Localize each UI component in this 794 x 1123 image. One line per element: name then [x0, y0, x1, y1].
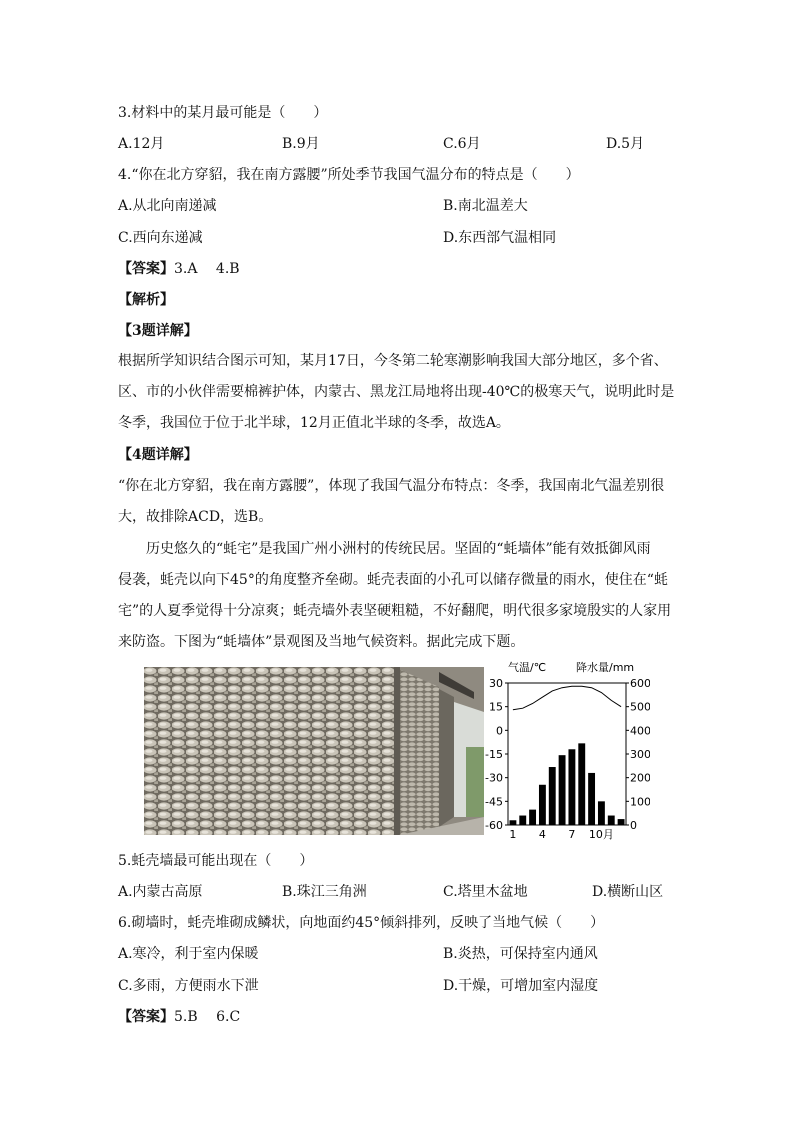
q4-option-d: D.东西部气温相同: [443, 230, 557, 246]
left-tick-label: -15: [485, 748, 503, 761]
left-tick-label: -45: [485, 795, 503, 809]
precipitation-bar: [539, 785, 546, 825]
q4-detail-line: “你在北方穿貂，我在南方露腰”，体现了我国气温分布特点：冬季，我国南北气温差别很: [118, 478, 665, 494]
right-tick-label: 200: [630, 771, 650, 785]
x-tick-label: 10月: [588, 828, 614, 841]
q5-option-d: D.横断山区: [592, 884, 664, 900]
answer-text: 3.A 4.B: [174, 261, 240, 277]
temperature-axis-label: 气温/℃: [508, 661, 547, 674]
precipitation-axis-label: 降水量/mm: [576, 661, 635, 674]
left-tick-label: 15: [489, 700, 503, 714]
q6-option-d: D.干燥，可增加室内湿度: [443, 978, 599, 994]
q3-detail-label: 【3题详解】: [118, 323, 198, 339]
material-line: 宅”的人夏季觉得十分凉爽；蚝壳墙外表坚硬粗糙，不好翻爬，明代很多家境殷实的人家用: [118, 603, 672, 619]
precipitation-bar: [519, 816, 526, 825]
precipitation-bar: [588, 773, 595, 825]
precipitation-bar: [559, 755, 566, 825]
precipitation-bar: [549, 767, 556, 825]
q5-option-b: B.珠江三角洲: [282, 884, 367, 900]
right-tick-label: 600: [630, 677, 650, 690]
precipitation-bar: [608, 816, 615, 825]
temperature-curve: [513, 686, 621, 710]
material-paragraph: [118, 534, 688, 658]
q4-detail-label: 【4题详解】: [118, 447, 198, 463]
precipitation-bar: [568, 749, 575, 825]
q4-option-c: C.西向东递减: [118, 230, 203, 246]
climate-chart-svg: [480, 658, 650, 848]
precipitation-bar: [578, 743, 585, 825]
q4-detail-body: [118, 471, 678, 533]
q4-stem: 4.“你在北方穿貂，我在南方露腰”所处季节我国气温分布的特点是（ ）: [118, 167, 580, 183]
right-tick-label: 500: [630, 700, 650, 714]
left-tick-label: -30: [485, 771, 503, 785]
analysis-label: 【解析】: [118, 292, 174, 308]
q6-option-b: B.炎热，可保持室内通风: [443, 946, 598, 962]
right-tick-label: 100: [630, 795, 650, 809]
q3-detail-line: 冬季，我国位于位于北半球，12月正值北半球的冬季，故选A。: [118, 415, 510, 431]
material-line: 侵袭，蚝壳以向下45°的角度整齐垒砌。蚝壳表面的小孔可以储存微量的雨水，使住在“蚝: [118, 572, 668, 588]
q3-detail-line: 根据所学知识结合图示可知，某月17日，今冬第二轮寒潮影响我国大部分地区，多个省、: [118, 353, 668, 369]
left-tick-label: 0: [496, 724, 503, 738]
right-tick-label: 0: [630, 819, 637, 832]
q4-detail-line: 大，故排除ACD，选B。: [118, 509, 273, 525]
climate-chart: [480, 658, 650, 848]
precipitation-bar: [529, 810, 536, 825]
answer-text: 5.B 6.C: [174, 1009, 241, 1025]
material-line: 历史悠久的“蚝宅”是我国广州小洲村的传统民居。坚固的“蚝墙体”能有效抵御风雨: [118, 541, 651, 557]
q6-option-c: C.多雨，方便雨水下泄: [118, 978, 259, 994]
right-tick-label: 400: [630, 724, 650, 738]
q3-option-d: D.5月: [606, 136, 645, 152]
q5-option-c: C.塔里木盆地: [443, 884, 528, 900]
precipitation-bar: [509, 820, 516, 825]
left-tick-label: 30: [489, 677, 503, 690]
q5-stem: 5.蚝壳墙最可能出现在（ ）: [118, 853, 314, 869]
answer-5-6: [118, 1007, 240, 1027]
precipitation-bar: [618, 819, 625, 825]
oyster-wall-photo: [144, 667, 484, 835]
q3-detail-body: [118, 346, 678, 439]
oyster-wall-image: [144, 667, 484, 835]
q3-detail-line: 区、市的小伙伴需要棉裤护体，内蒙古、黑龙江局地将出现-40℃的极寒天气，说明此时是: [118, 384, 675, 400]
q4-option-b: B.南北温差大: [443, 198, 528, 214]
q5-option-a: A.内蒙古高原: [118, 884, 203, 900]
q3-option-b: B.9月: [282, 136, 320, 152]
answer-label: 【答案】: [118, 1009, 174, 1025]
left-tick-label: -60: [485, 819, 503, 832]
answer-label: 【答案】: [118, 261, 174, 277]
x-tick-label: 4: [538, 828, 546, 841]
precipitation-bar: [598, 801, 605, 825]
answer-3-4: [118, 259, 240, 279]
x-tick-label: 7: [568, 828, 576, 841]
q3-option-c: C.6月: [443, 136, 481, 152]
q3-stem: 3.材料中的某月最可能是（ ）: [118, 105, 328, 121]
q4-option-a: A.从北向南递减: [118, 198, 217, 214]
q3-option-a: A.12月: [118, 136, 165, 152]
q6-stem: 6.砌墙时，蚝壳堆砌成鳞状，向地面约45°倾斜排列，反映了当地气候（ ）: [118, 915, 605, 931]
right-tick-label: 300: [630, 748, 650, 761]
q6-option-a: A.寒冷，利于室内保暖: [118, 946, 259, 962]
x-tick-label: 1: [509, 828, 517, 841]
material-line: 来防盗。下图为“蚝墙体”景观图及当地气候资料。据此完成下题。: [118, 634, 525, 650]
plot-frame: [508, 683, 626, 825]
